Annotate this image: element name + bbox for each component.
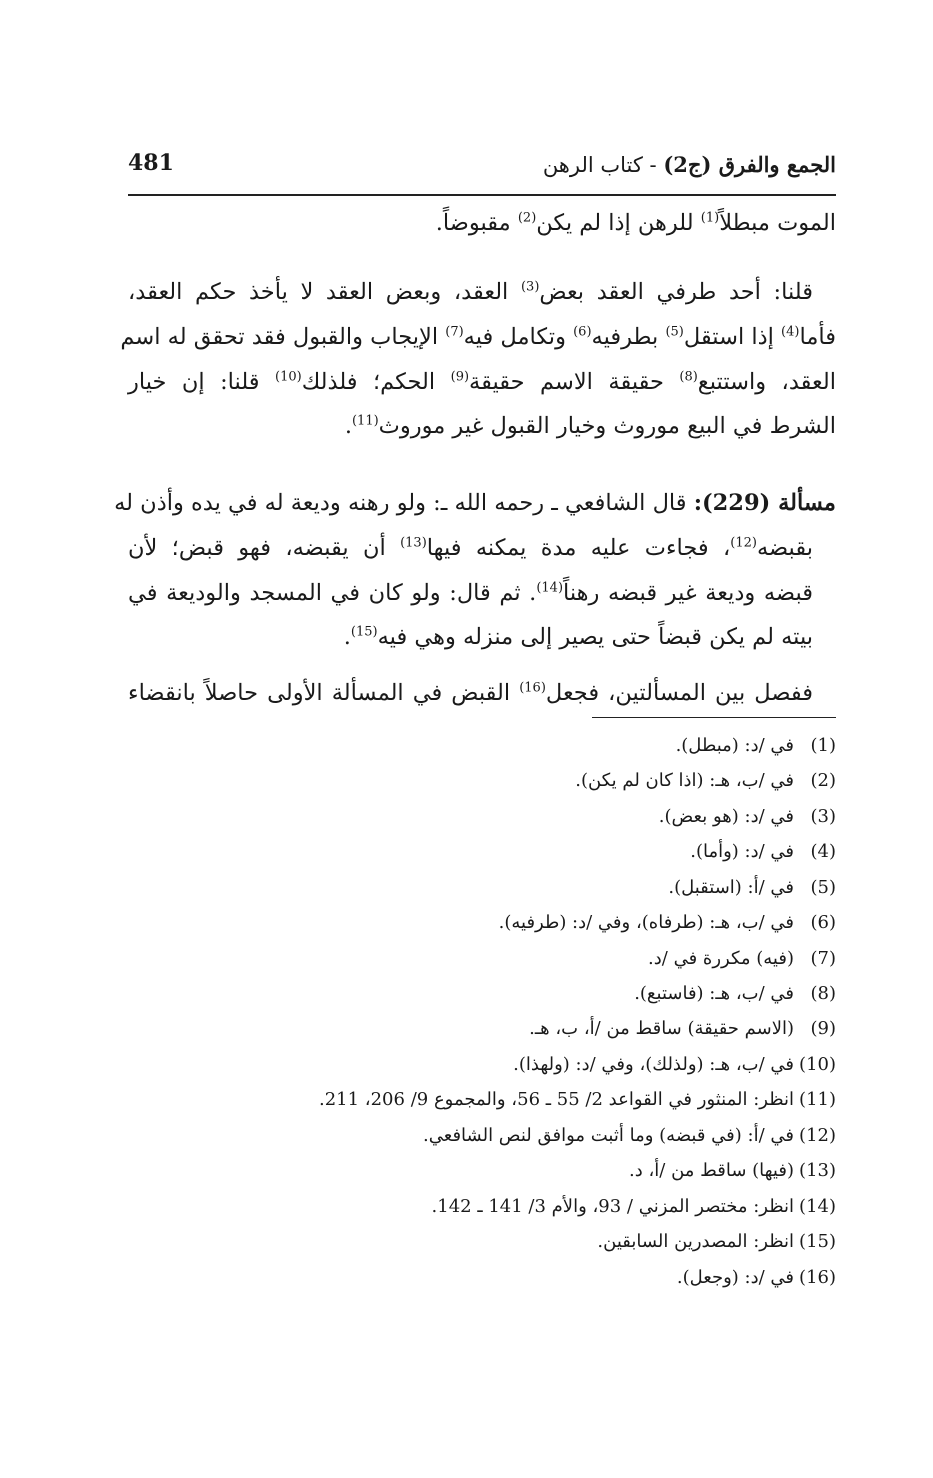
footnote-ref: (2) bbox=[517, 210, 537, 226]
footnote: (6)في /ب، هـ: (طرفاه)، وفي /د: (طرفيه). bbox=[498, 912, 836, 933]
footnote-ref: (13) bbox=[400, 535, 427, 551]
book-title: الجمع والفرق (ج2) bbox=[663, 152, 836, 177]
text-line-7: بقبضه$^{(12)}$، فجاءت عليه مدة يمكنه فيها$^{(13)}$ أن يقبضه، فهو قبض؛ لأن bbox=[128, 535, 813, 561]
footnote-ref: (10) bbox=[274, 369, 302, 385]
footnote: (16)في /د: (وجعل). bbox=[676, 1267, 836, 1288]
text-line-1: الموت مبطلاً$^{(1)}$ للرهن إذا لم يكن$^{(2)}$ مقبوضاً. bbox=[435, 210, 836, 236]
footnote: (13)(فيها) ساقط من /أ، د. bbox=[629, 1160, 836, 1181]
chapter-title: - كتاب الرهن bbox=[542, 153, 664, 177]
running-title bbox=[543, 152, 836, 177]
text-line-9: بيته لم يكن قبضاً حتى يصير إلى منزله وهي فيه$^{(15)}$. bbox=[343, 624, 813, 650]
issue-label: مسألة (229): bbox=[693, 490, 836, 516]
running-header bbox=[128, 148, 836, 188]
text-line-10: ففصل بين المسألتين، فجعل$^{(16)}$ القبض في المسألة الأولى حاصلاً بانقضاء bbox=[128, 680, 813, 706]
text-line-5: الشرط في البيع موروث وخيار القبول غير موروث$^{(11)}$. bbox=[344, 413, 836, 439]
text-line-8: قبضه وديعة غير قبضه رهناً$^{(14)}$. ثم قال: ولو كان في المسجد والوديعة في bbox=[128, 580, 813, 606]
footnote: (5)في /أ: (استقبل). bbox=[668, 877, 836, 898]
text-line-6: مسألة (229): قال الشافعي ـ رحمه الله ـ: ولو رهنه وديعة له في يده وأذن له bbox=[114, 490, 836, 516]
text-line-4: العقد، واستتبع$^{(8)}$ حقيقة الاسم حقيقة$^{(9)}$ الحكم؛ فلذلك$^{(10)}$ قلنا: إن خيار bbox=[128, 369, 836, 395]
footnote-ref: (1) bbox=[700, 210, 720, 226]
footnote-ref: (4) bbox=[781, 324, 800, 340]
header-rule bbox=[128, 194, 836, 196]
footnote-ref: (8) bbox=[679, 369, 698, 385]
footnote-ref: (11) bbox=[351, 413, 379, 429]
footnote: (4)في /د: (وأما). bbox=[690, 841, 836, 862]
footnote: (1)في /د: (مبطل). bbox=[675, 735, 836, 756]
footnote-rule bbox=[592, 717, 836, 718]
footnote: (7)(فيه) مكررة في /د. bbox=[648, 948, 836, 969]
footnote-ref: (15) bbox=[350, 624, 378, 640]
footnote-ref: (6) bbox=[573, 324, 592, 340]
page-number: 481 bbox=[128, 150, 174, 176]
text-line-3: فأما$^{(4)}$ إذا استقل$^{(5)}$ بطرفيه$^{(6)}$ وتكامل فيه$^{(7)}$ الإيجاب والقبول فقد تحقق له اسم bbox=[120, 324, 836, 350]
footnote: (3)في /د: (هو بعض). bbox=[658, 806, 836, 827]
text-line-2: قلنا: أحد طرفي العقد بعض$^{(3)}$ العقد، وبعض العقد لا يأخذ حكم العقد، bbox=[128, 279, 813, 305]
footnote-ref: (9) bbox=[450, 369, 470, 385]
footnote: (8)في /ب، هـ: (فاستبع). bbox=[634, 983, 836, 1004]
footnote-ref: (5) bbox=[665, 324, 684, 340]
footnote-ref: (7) bbox=[445, 324, 464, 340]
footnote-ref: (12) bbox=[730, 535, 757, 551]
footnote: (12)في /أ: (في قبضه) وما أثبت موافق لنص الشافعي. bbox=[423, 1125, 836, 1146]
footnote-ref: (3) bbox=[520, 279, 540, 295]
footnote: (15)انظر: المصدرين السابقين. bbox=[597, 1231, 836, 1252]
footnote-ref: (14) bbox=[536, 580, 564, 596]
footnote: (2)في /ب، هـ: (اذا كان لم يكن). bbox=[575, 770, 836, 791]
footnote: (9)(الاسم حقيقة) ساقط من /أ، ب، هـ. bbox=[529, 1018, 836, 1039]
footnote: (14)انظر: مختصر المزني / 93، والأم 3/ 141 ـ 142. bbox=[431, 1196, 836, 1217]
footnote: (10)في /ب، هـ: (ولذلك)، وفي /د: (ولهذا). bbox=[513, 1054, 836, 1075]
footnote-ref: (16) bbox=[519, 680, 546, 696]
footnote: (11)انظر: المنثور في القواعد 2/ 55 ـ 56، والمجموع 9/ 206، 211. bbox=[318, 1089, 836, 1110]
